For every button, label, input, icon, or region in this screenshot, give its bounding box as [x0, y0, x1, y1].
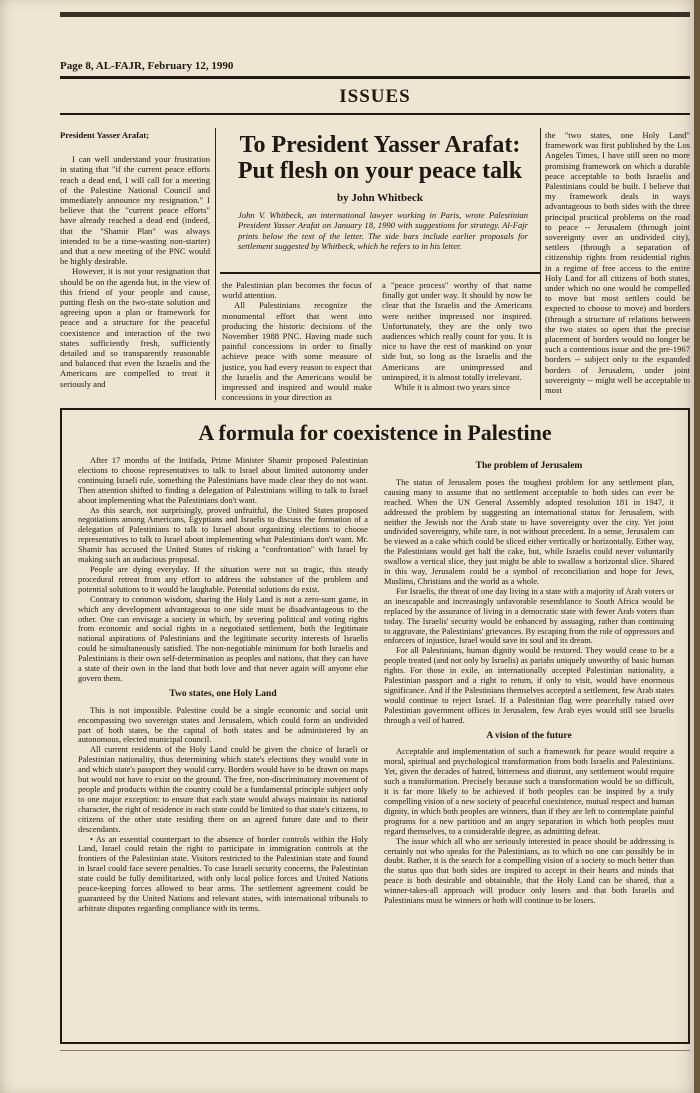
- header-rule: [60, 76, 690, 79]
- article-paragraph: I can well understand your frustration in stating that "if the current peace efforts reach a dead end, I will call for a meeting of the Palestine National Council and immediately announce my resignation." I believe that the "current peace efforts" have already reached a dead end (indeed, that the "Shamir Plan" was always intended to be a time-wasting non-starter) and that a new meeting of the PNC would be highly desirable.: [60, 154, 210, 267]
- sidebar-paragraph: People are dying everyday. If the situation were not so tragic, this steady procedural retreat from any effort to address the substance of the problem and potential solutions to it would be laughable. Potential solutions do exist.: [78, 564, 368, 594]
- article-paragraph: While it is almost two years since: [394, 382, 510, 393]
- article-column-1: [60, 130, 210, 389]
- sidebar-subhead: The problem of Jerusalem: [475, 461, 583, 471]
- article-column-2: [222, 280, 372, 402]
- article-paragraph: All Palestinians recognize the monumental effort that went into producing the historic decisions of the November 1988 PNC. Having made such painful concessions in order to finally achieve peace with some measure of justice, you had every reason to expect that the Israelis and the Americans would be impressed and inspired and would make concessions in your direction as: [222, 300, 372, 403]
- sidebar-left-column: [78, 456, 368, 914]
- article-paragraph: a "peace process" worthy of that name finally got under way. It should by now be clear that the Israelis and the Americans were neither impressed nor inspired. Unfortunately, they are the only two audiences which really count for you. It is nice to have the rest of mankind on your side but, so long as the Israelis and the Americans are unimpressed and uninspired, it is almost totally irrelevant.: [382, 280, 532, 382]
- sidebar-paragraph: Acceptable and implementation of such a framework for peace would require a moral, spiritual and psychological transformation from both Israelis and Palestinians. Yet, given the decades of hatred, bitterness and distrust, any settlement would require such a transformation. Precisely because such a transformation would be so difficult, it is far more likely to be achieved if both peoples can be inspired by a truly compelling vision of a new society of peaceful coexistence, mutual respect and human dignity, in which both peoples are winners, than if they are left to contemplate painful programs for a new partition and an angry separation in which both peoples must regard themselves, to a considerable degree, as admitting defeat.: [384, 747, 675, 836]
- sidebar-paragraph: This is not impossible. Palestine could be a single economic and social unit encompassing two sovereign states and Jerusalem, which could form an undivided part of both states, be the capital of both states and be administered by an autonomous, elected municipal council.: [78, 705, 368, 745]
- sidebar-subhead: A vision of the future: [486, 730, 572, 741]
- article-paragraph: the "two states, one Holy Land" framework was first published by the Los Angeles Times, I have still seen no more promising framework on which a durable peace acceptable to both Israelis and Palestinians could be built. I believe that my framework deals in ways advantageous to both sides with the three principal practical problems on the road to peace -- Jerusalem (through joint sovereignty over an undivided city), settlers (through a separation of citizenship rights from residential rights in a regime of free access to the entire Holy Land for all citizens of both states, under which no one would be compelled to move but most settlers could be expected to choose to move) and borders (through a structure of relations between the two states so open that the precise placement of borders would no longer be such a contentious issue and the pre-1967 borders -- subject only to the expanded borders of Jerusalem, under joint sovereignty -- might well be acceptable to most: [545, 130, 690, 396]
- letter-salutation: President Yasser Arafat;: [60, 130, 150, 140]
- headline-line-1: To President Yasser Arafat:: [239, 132, 521, 158]
- article-column-3: [382, 280, 532, 392]
- sidebar-paragraph: The issue which all who are seriously interested in peace should be addressing is certainly not who speaks for the Palestinians, as to which no one can possibly be in doubt. Rather, it is the search for a compelling vision of a society so much better than the status quo that both sides are inspired to accept in their hearts and minds that peace is both desirable and obtainable, that the Holy Land can be shared, that a winner-takes-all approach will produce only losers and that both Israelis and Palestinians must be winners or both will continue to be losers.: [384, 836, 674, 906]
- sidebar-title: A formula for coexistence in Palestine: [198, 420, 552, 445]
- sidebar-paragraph: For Israelis, the threat of one day living in a state with a majority of Arab voters or an inescapable and increasingly unfavorable resemblance to South Africa would be replaced by the assurance of living in a democratic state with fewer Arab voters than today. The Israelis' security would be enhanced by assuaging, rather than continuing to aggravate, the Palestinians' grievances. By escaping from the role of oppressors and enforcers of injustice, Israel would save its soul and its dream.: [384, 586, 674, 646]
- sidebar-paragraph: After 17 months of the Intifada, Prime Minister Shamir proposed Palestinian elections to choose representatives to talk to Israel about limited autonomy under continuing Israeli rule, something the Palestinians have made clear they do not want. Then attention shifted to finding a delegation of Palestinians willing to talk to Israel about implementing what the Palestinians don't want.: [78, 456, 368, 505]
- article-paragraph: the Palestinian plan becomes the focus of world attention.: [222, 280, 372, 301]
- sidebar-paragraph: • As an essential counterpart to the absence of border controls within the Holy Land, Israel could retain the right to participate in immigration controls at the frontiers of the Palestinian state. Visitors restricted to the Palestinian state and found in Israel could face severe penalties. To case Israeli security concerns, the Palestinian state could be fully demilitarized, with only local police forces and United Nations peace-keeping forces allowed to bear arms. The settlement agreement could be guaranteed by the United Nations and relevant states, with international tribunals to arbitrate disputes regarding compliance with its terms.: [78, 834, 368, 913]
- intro-rule: [220, 272, 540, 274]
- sidebar-paragraph: Contrary to common wisdom, sharing the Holy Land is not a zero-sum game, in which any development advantageous to one side must be disadvantageous to the other. One can envisage a society in which, by severing political and voting rights from economic and social rights in a negotiated settlement, both the legitimate national aspirations of Palestinians and the legitimate security interests of Israelis could be simultaneously satisfied. The non-negotiable minimum for both Israelis and Palestinians is their own self-determination as peoples and nations, that they can have a state of their own in the land that both love and that never again will anyone else govern them.: [78, 594, 368, 683]
- section-title: ISSUES: [339, 86, 411, 107]
- sidebar-subhead: Two states, one Holy Land: [169, 688, 277, 699]
- top-border-rule: [60, 12, 690, 17]
- column-divider: [540, 128, 541, 400]
- sidebar-paragraph: For all Palestinians, human dignity would be restored. They would cease to be a people treated (and not only by Israelis) as pariahs uniquely unworthy of basic human rights. For those in exile, an internationally accepted Palestinian nationality, a Palestinian passport and a right to return, if only to visit, would have enormous significance. And if the Palestinians themselves accepted a settlement, few Arab states would continue to reject Israel. If a Palestinian flag were peacefully raised over Palestinian government offices in Jerusalem, few Arab eyes would still see Israelis through a veil of hatred.: [384, 646, 674, 725]
- bottom-rule: [60, 1050, 690, 1051]
- article-headline: [220, 132, 540, 184]
- article-intro: John V. Whitbeck, an international lawyer working in Paris, wrote Palestinian President Yasser Arafat on January 18, 1990 with suggestions for strategy. Al-Fajr prints below the text of the letter. The side bars include earlier proposals for settlement suggested by Whitbeck, which he refers to in his letter.: [238, 210, 528, 252]
- sidebar-paragraph: As this search, not surprisingly, proved unfruitful, the United States proposed negotiations among Americans, Egyptians and Israelis to discuss the formation of a delegation of Palestinians to talk to Israel about organizing elections to choose representatives to talk to Israel about implementing what Palestinians don't want. Mr. Shamir has accused the United States of risking a "confrontation" with Israel by making such an audacious proposal.: [78, 505, 368, 565]
- sidebar-paragraph: The status of Jerusalem poses the toughest problem for any settlement plan, causing many to assume that no settlement acceptable to both sides can ever be reached. When the UN General Assembly adopted resolution 181 in 1947, it addressed the problem by suggesting an international status for Jerusalem, with neither the Jewish nor the Arab state to have sovereignty over the city. Yet joint undivided sovereignty, while rare, is not without precedent. In a sense, Jerusalem can be viewed as a cake which could be sliced either vertically or horizontally. Either way, the Palestinians would get half the cake, but, while Israelis could never voluntarily swallow a vertical slice, they just might be able to swallow a horizontal slice. Shared in this way, Jerusalem could be a symbol of reconciliation and hope for Jews, Muslims, Christians and the world as a whole.: [384, 477, 674, 586]
- page-header: Page 8, AL-FAJR, February 12, 1990: [60, 60, 234, 72]
- section-rule: [60, 113, 690, 115]
- sidebar-paragraph: All current residents of the Holy Land could be given the choice of Israeli or Palestinian nationality, thus determining which state's elections they would vote in and which state's passport they would carry. Borders would have to be drawn on maps but would not have to exist on the ground. The free, non-discriminatory movement of people and products within the country could be a fundamental principle subject only to one major exception: to ensure that each state would always maintain its national character, the right of residence in each state could be limited to that state's citizens, to citizens of the other state residing there on an agreed future date and to their descendants.: [78, 745, 368, 834]
- article-paragraph: However, it is not your resignation that should be on the agenda but, in the view of this friend of your people and cause, putting flesh on the two-state solution and agreeing upon a plan or framework for peace and a structure for the peaceful coexistence and interaction of the two states sufficiently fresh, sufficiently detailed and so transparently reasonable and balanced that even the Israelis and the Americans are compelled to treat it seriously and: [60, 266, 210, 389]
- sidebar-right-column: [384, 456, 674, 906]
- article-byline: by John Whitbeck: [337, 192, 423, 204]
- headline-line-2: Put flesh on your peace talk: [237, 158, 523, 184]
- page-binding-edge: [694, 0, 700, 1093]
- column-divider: [215, 128, 216, 400]
- article-column-4: [545, 130, 690, 395]
